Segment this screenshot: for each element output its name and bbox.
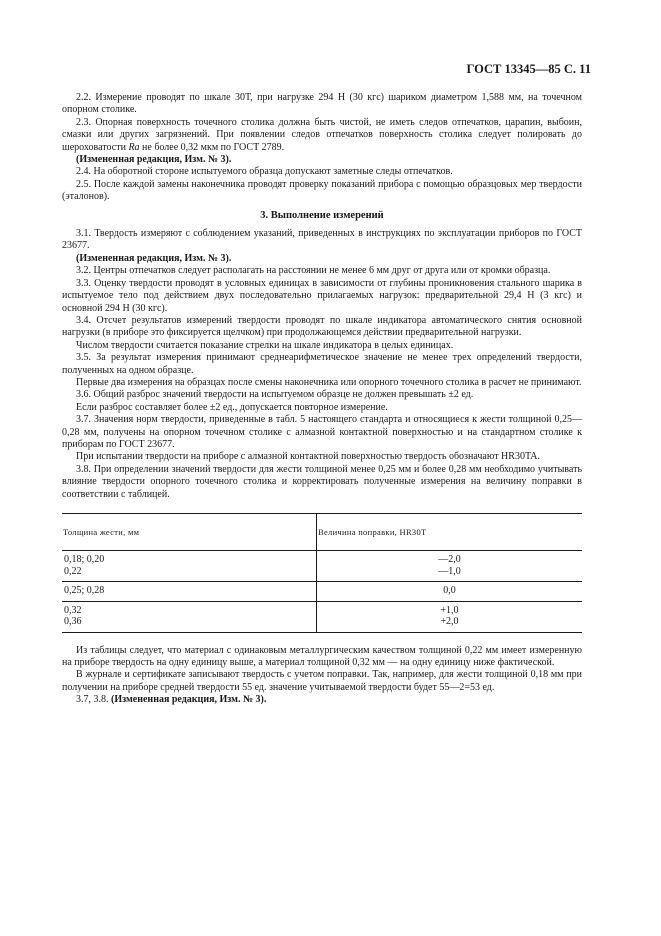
paragraph-3-5: 3.5. За результат измерения принимают среднеарифметическое значение не менее трех определений твердости, полученных на одном образце.	[62, 352, 582, 376]
paragraph-3-1: 3.1. Твердость измеряют с соблюдением указаний, приведенных в инструкциях по эксплуатации приборов по ГОСТ 23677.	[62, 228, 582, 252]
edit-note-3-prefix: 3.7, 3.8.	[76, 694, 111, 706]
paragraph-3-8: 3.8. При определении значений твердости для жести толщиной менее 0,25 мм и более 0,28 мм необходимо учитывать влияние твердости опорного точечного столика и корректировать полученные измерения на величину поправки в соответствии с таблицей.	[62, 463, 582, 500]
correction-cell	[317, 601, 583, 632]
edit-note-1: (Измененная редакция, Изм. № 3).	[76, 154, 232, 166]
table-row	[62, 582, 582, 602]
column-header-thickness: Толщина жести, мм	[62, 514, 317, 551]
table-row	[62, 551, 582, 582]
correction-table	[62, 513, 582, 633]
page-header: ГОСТ 13345—85 С. 11	[466, 62, 591, 76]
paragraph-3-2: 3.2. Центры отпечатков следует располагать на расстоянии не менее 6 мм друг от друга или от кромки образца.	[76, 265, 551, 277]
edit-note-3	[62, 694, 582, 706]
paragraph-3-6b: Если разброс составляет более ±2 ед., допускается повторное измерение.	[76, 401, 388, 413]
correction-value: —2,0	[438, 554, 461, 565]
section-3-heading: 3. Выполнение измерений	[260, 209, 384, 221]
correction-value: +1,0	[440, 604, 459, 616]
thickness-value: 0,36	[64, 616, 82, 627]
paragraph-journal: В журнале и сертификате записывают твердость с учетом поправки. Так, например, для жести толщиной 0,18 мм при получении на приборе средней твердости 55 ед. значение учитываемой твердости будет 55—2=53 ед.	[62, 669, 582, 693]
table-row	[62, 601, 582, 632]
thickness-value: 0,25; 0,28	[64, 585, 105, 596]
paragraph-2-3-end: не более 0,32 мкм по ГОСТ 2789.	[139, 141, 285, 153]
thickness-value: 0,32	[64, 604, 82, 616]
correction-cell	[317, 582, 583, 602]
paragraph-2-5: 2.5. После каждой замены наконечника проводят проверку показаний прибора с помощью образцовых мер твердости (эталонов).	[62, 178, 582, 203]
paragraph-table-conclusion: Из таблицы следует, что материал с одинаковым металлургическим качеством толщиной 0,22 мм имеет измеренную на приборе твердость на одну единицу выше, а материал толщиной 0,32 мм — на одну единицу ниже фактической.	[62, 644, 582, 668]
column-header-correction: Величина поправки, HR30T	[317, 514, 583, 551]
paragraph-2-2: 2.2. Измерение проводят по шкале 30Т, при нагрузке 294 Н (30 кгс) шариком диаметром 1,588 мм, на точечном опорном столике.	[62, 92, 582, 116]
thickness-value: 0,18; 0,20	[64, 554, 105, 565]
correction-cell	[317, 551, 583, 582]
correction-value: 0,0	[443, 585, 456, 596]
table-header-row	[62, 514, 582, 551]
thickness-cell	[62, 601, 317, 632]
document-body	[62, 92, 582, 707]
paragraph-2-3	[62, 117, 582, 154]
paragraph-3-6: 3.6. Общий разброс значений твердости на испытуемом образце не должен превышать ±2 ед.	[76, 389, 474, 401]
paragraph-3-4b: Числом твердости считается показание стрелки на шкале индикатора в целых единицах.	[76, 339, 454, 351]
paragraph-3-7: 3.7. Значения норм твердости, приведенные в табл. 5 настоящего стандарта и относящиеся к жести толщиной 0,25—0,28 мм, получены на опорном точечном столике с алмазной контактной поверхностью и на стандартном столике к приборам по ГОСТ 23677.	[62, 414, 582, 450]
paragraph-2-3-start: 2.3. Опорная поверхность точечного столика должна быть чистой, не иметь следов отпечатков, царапин, выбоин, смазки или других загрязнений. При появлении следов отпечатков поверхность столика следует полировать до шероховатости	[62, 116, 582, 153]
thickness-cell	[62, 551, 317, 582]
correction-value: +2,0	[440, 616, 459, 627]
paragraph-3-3: 3.3. Оценку твердости проводят в условных единицах в зависимости от глубины проникновения стального шарика в испытуемое тело под действием двух последовательно прилагаемых нагрузок: предварительной 29,4 Н (3 кгс) и основной 294 Н (30 кгс).	[62, 277, 582, 314]
thickness-value: 0,22	[64, 565, 82, 577]
edit-note-2: (Измененная редакция, Изм. № 3).	[76, 252, 232, 264]
thickness-cell	[62, 582, 317, 602]
edit-note-3-text: (Измененная редакция, Изм. № 3).	[111, 694, 267, 706]
paragraph-3-4: 3.4. Отсчет результатов измерений твердости проводят по шкале индикатора автоматического снятия основной нагрузки (в приборе это фиксируется щелчком) при продолжающемся действии предварительной нагрузки.	[62, 314, 582, 339]
roughness-symbol: Ra	[128, 141, 140, 153]
correction-value: —1,0	[438, 565, 461, 577]
paragraph-3-5b: Первые два измерения на образцах после смены наконечника или опорного точечного столика в расчет не принимают.	[76, 376, 582, 388]
paragraph-2-4: 2.4. На оборотной стороне испытуемого образца допускают заметные следы отпечатков.	[76, 166, 453, 178]
paragraph-3-7b: При испытании твердости на приборе с алмазной контактной поверхностью твердость обозначают HR30TA.	[76, 451, 540, 463]
